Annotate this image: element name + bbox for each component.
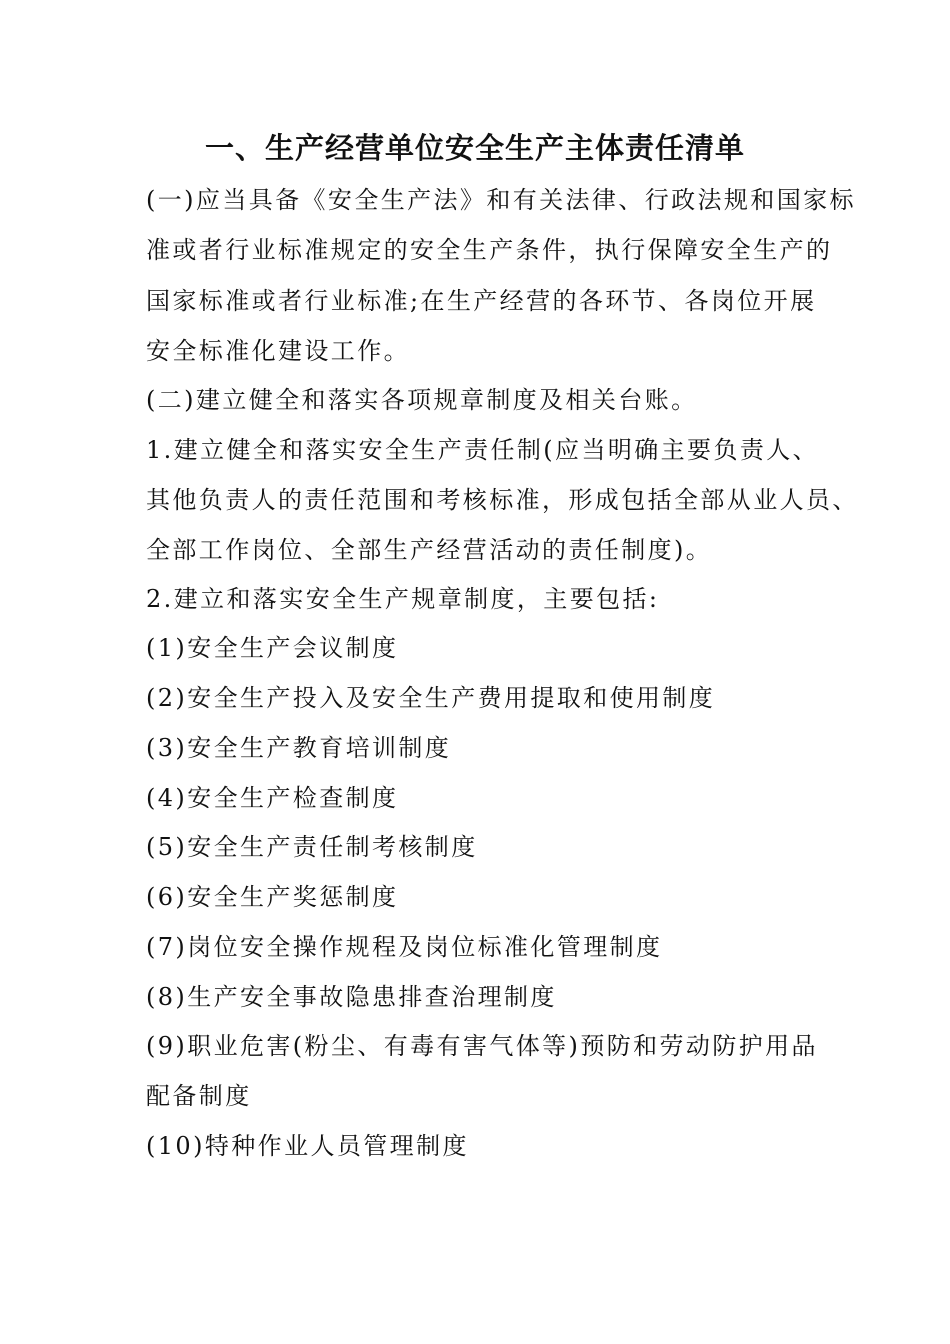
list-item: (2)安全生产投入及安全生产费用提取和使用制度: [146, 684, 716, 712]
list-item: (7)岗位安全操作规程及岗位标准化管理制度: [146, 933, 663, 961]
list-item: (3)安全生产教育培训制度: [146, 734, 452, 762]
list-item: (8)生产安全事故隐患排查治理制度: [146, 983, 557, 1011]
document-title: 一、生产经营单位安全生产主体责任清单: [204, 131, 745, 165]
list-item: (5)安全生产责任制考核制度: [146, 833, 478, 861]
list-item: (1)安全生产会议制度: [146, 634, 399, 662]
paragraph-line: 国家标准或者行业标准;在生产经营的各环节、各岗位开展: [146, 287, 817, 315]
paragraph-line: 2.建立和落实安全生产规章制度，主要包括:: [146, 585, 660, 613]
list-item: (9)职业危害(粉尘、有毒有害气体等)预防和劳动防护用品: [146, 1032, 818, 1060]
list-item: (6)安全生产奖惩制度: [146, 883, 399, 911]
paragraph-line: 安全标准化建设工作。: [146, 337, 410, 365]
section-heading-2: (二)建立健全和落实各项规章制度及相关台账。: [146, 386, 698, 414]
paragraph-line: 1.建立健全和落实安全生产责任制(应当明确主要负责人、: [146, 436, 820, 464]
paragraph-line: 其他负责人的责任范围和考核标准，形成包括全部从业人员、: [146, 486, 859, 514]
paragraph-line: (一)应当具备《安全生产法》和有关法律、行政法规和国家标: [146, 186, 856, 214]
list-item-continuation: 配备制度: [146, 1082, 252, 1110]
list-item: (4)安全生产检查制度: [146, 784, 399, 812]
list-item: (10)特种作业人员管理制度: [146, 1132, 469, 1160]
paragraph-line: 准或者行业标准规定的安全生产条件，执行保障安全生产的: [146, 236, 833, 264]
paragraph-line: 全部工作岗位、全部生产经营活动的责任制度)。: [146, 536, 713, 564]
